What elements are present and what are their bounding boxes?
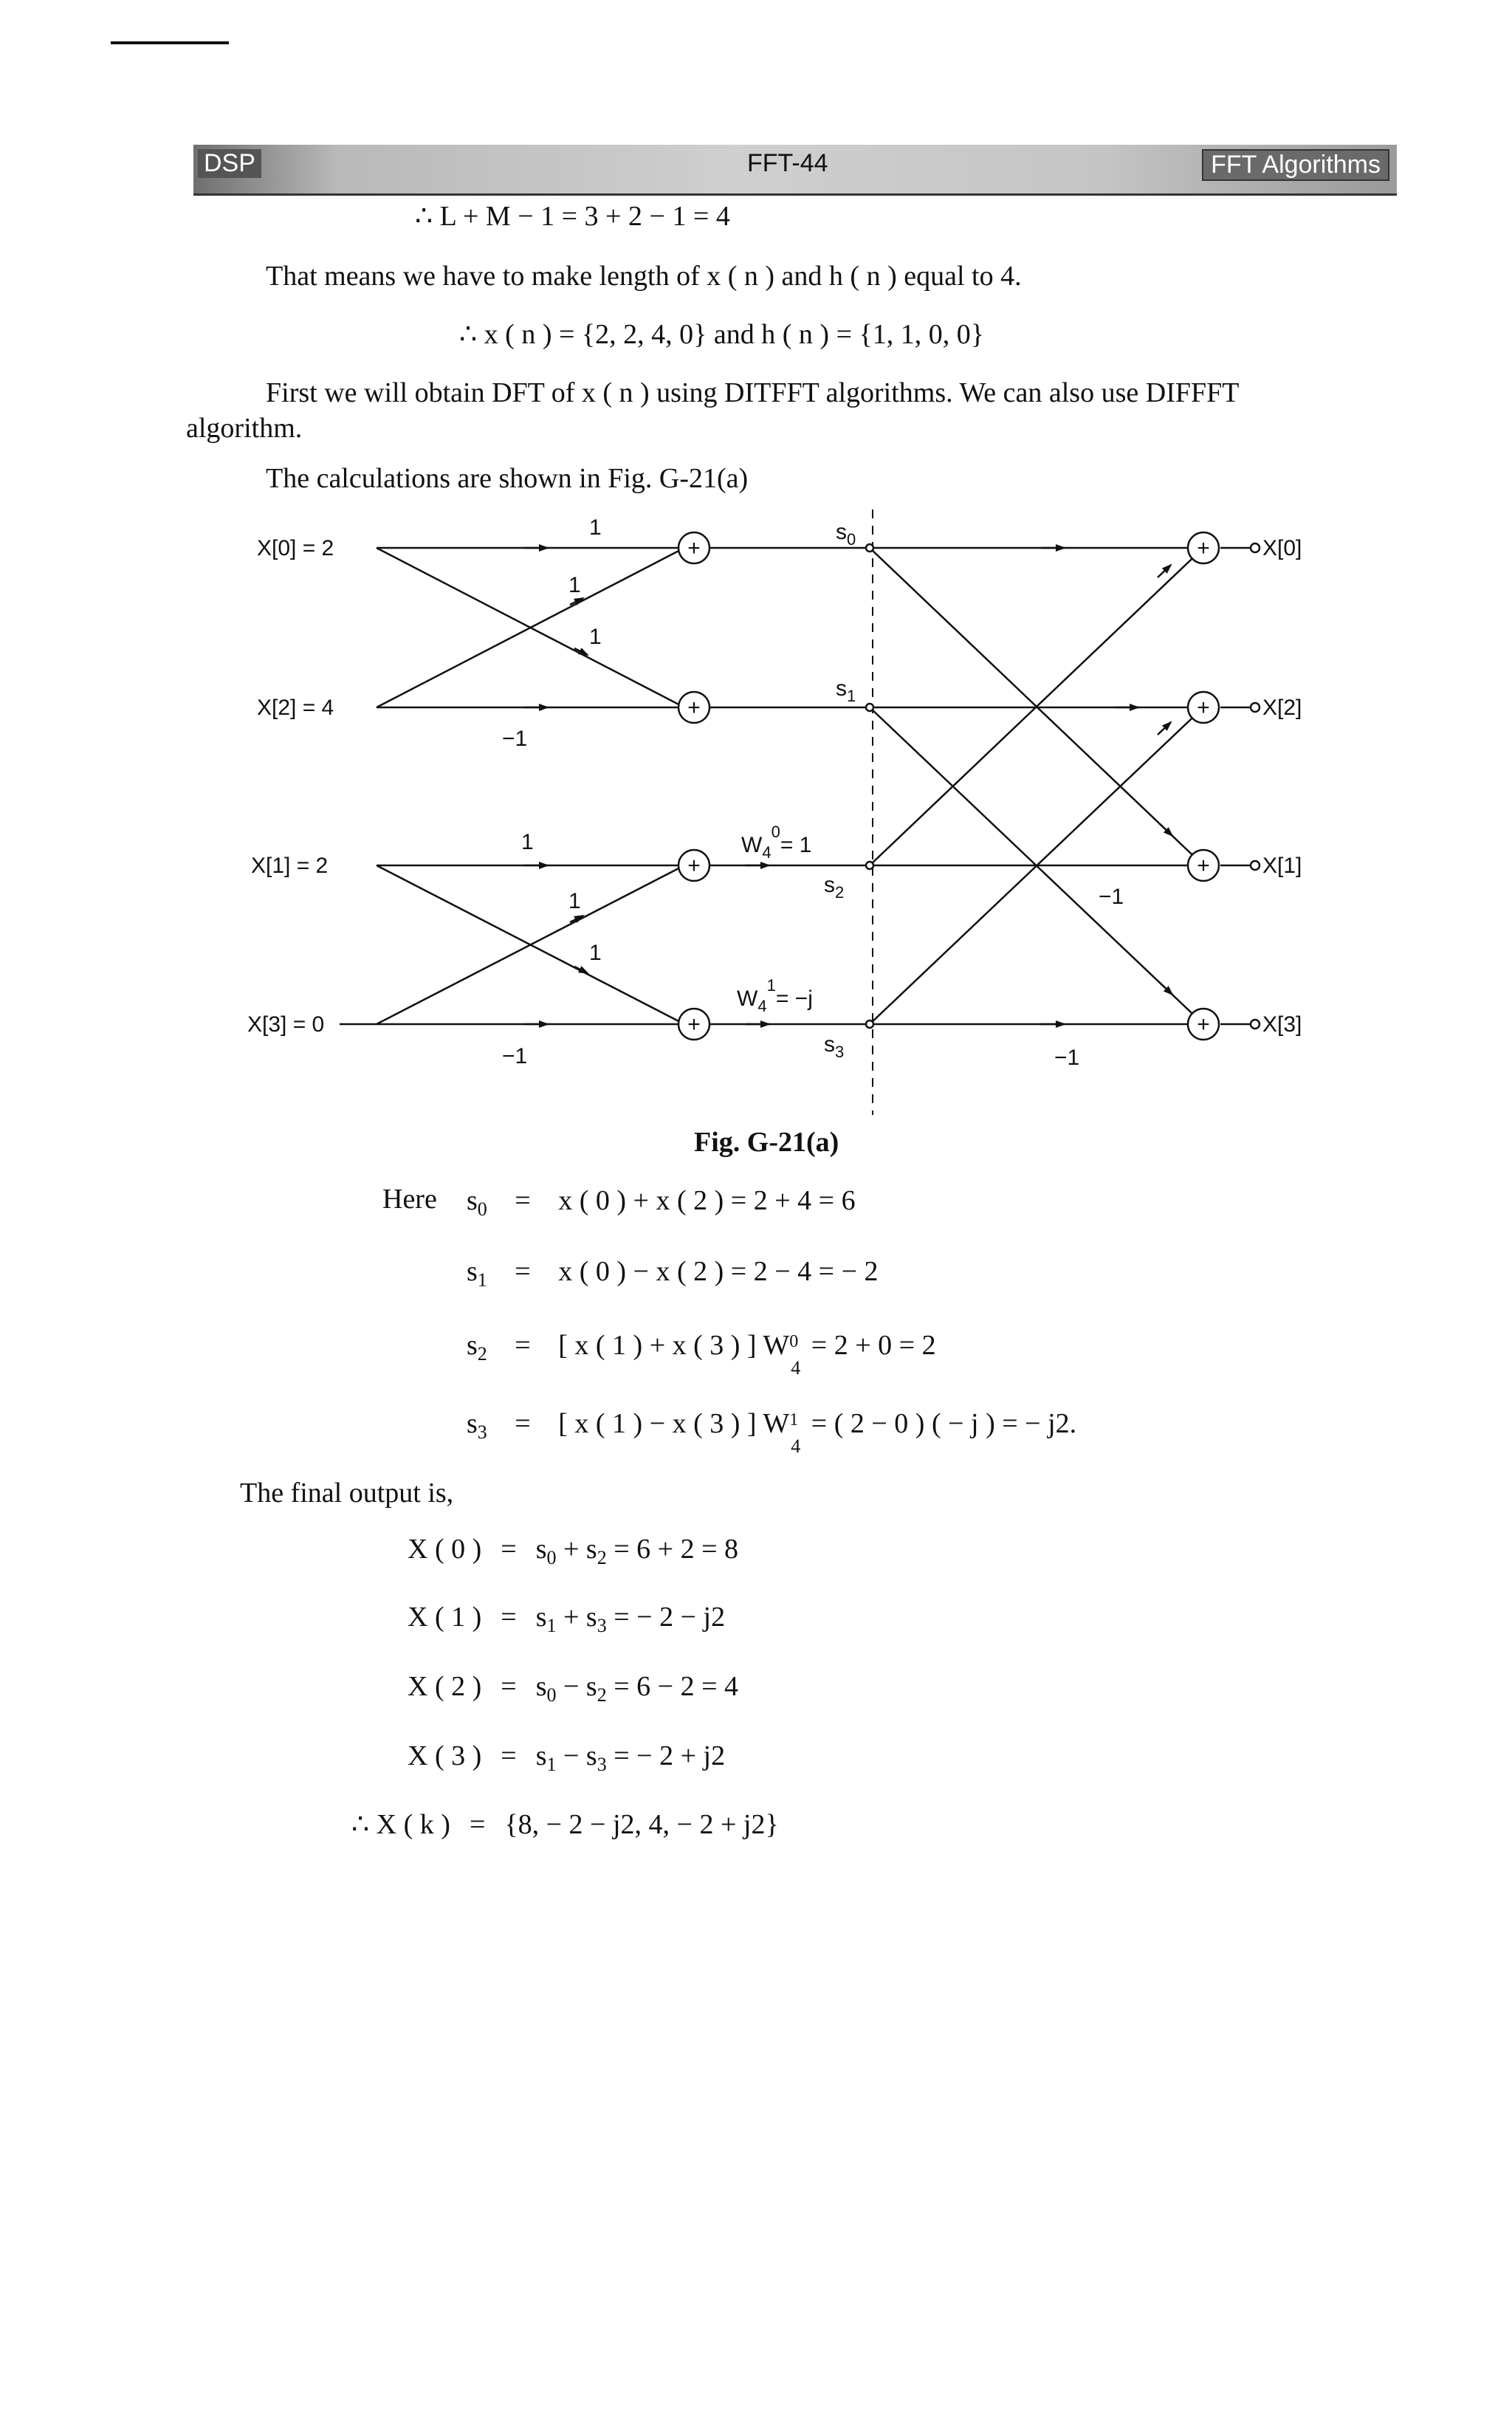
- output-label: X[3]: [1262, 1012, 1302, 1037]
- input-label: X[1] = 2: [251, 854, 329, 878]
- node-label-s0: $s_0$: [836, 520, 856, 549]
- gain-label: 1: [521, 830, 534, 854]
- butterfly-diagram: [244, 509, 1336, 1145]
- eq-X0: X ( 0 ) = $s_0 + s_2 = 6 + 2 = 8$: [408, 1534, 739, 1568]
- gain-label: −1: [502, 727, 528, 751]
- header-page-code: FFT-44: [747, 149, 828, 177]
- plus-label: +: [687, 1012, 701, 1037]
- paragraph-dft-line2: algorithm.: [186, 413, 303, 444]
- gain-label: 1: [589, 941, 602, 965]
- input-label: X[2] = 4: [257, 696, 334, 720]
- eq-s3: $s_3$ = [ x ( 1 ) − x ( 3 ) ] W 1 4 = ( 2 − 0 ) ( − j ) = − j2.: [467, 1408, 1077, 1457]
- output-label: X[1]: [1262, 854, 1302, 878]
- plus-label: +: [687, 854, 701, 878]
- eq-X2: X ( 2 ) = $s_0 - s_2 = 6 - 2 = 4$: [408, 1671, 739, 1706]
- gain-label: 1: [568, 889, 581, 913]
- gain-label: 1: [589, 625, 602, 649]
- plus-label: +: [687, 696, 701, 720]
- eq-s2: $s_2$ = [ x ( 1 ) + x ( 3 ) ] W 0 4 = 2 + 0 = 2: [467, 1330, 936, 1379]
- top-rule: [111, 41, 229, 44]
- eq-s1: $s_1 = x$ ( 0 ) − x ( 2 ) = 2 − 4 = − 2: [467, 1256, 879, 1291]
- gain-label: −1: [1099, 885, 1124, 909]
- twiddle-top: $W_4^0= 1$: [741, 823, 812, 862]
- paragraph-dft-line1: First we will obtain DFT of x ( n ) using DITFFT algorithms. We can also use DIFFFT: [266, 377, 1240, 408]
- eq-X1: X ( 1 ) = $s_1 + s_3$ = − 2 − j2: [408, 1602, 726, 1636]
- header-section: FFT Algorithms: [1202, 149, 1389, 181]
- eq-X3: X ( 3 ) = $s_1 - s_3$ = − 2 + j2: [408, 1740, 726, 1775]
- page-header: [193, 145, 1397, 196]
- node-label-s2: $s_2$: [824, 873, 845, 902]
- eq-s0: $s_0 = x$ ( 0 ) + x ( 2 ) = 2 + 4 = 6: [467, 1185, 856, 1220]
- plus-label: +: [1197, 696, 1210, 720]
- paragraph-final-output: The final output is,: [240, 1478, 454, 1509]
- paragraph-length: That means we have to make length of x ( n ) and h ( n ) equal to 4.: [266, 261, 1022, 292]
- twiddle-bottom: $W_4^1= -j$: [737, 976, 813, 1015]
- figure-caption: Fig. G-21(a): [694, 1127, 839, 1158]
- gain-label: −1: [502, 1044, 528, 1068]
- input-label: X[3] = 0: [247, 1012, 325, 1037]
- header-book-tag: DSP: [198, 149, 261, 178]
- output-label: X[2]: [1262, 696, 1302, 720]
- eq-sequences: ∴ x ( n ) = {2, 2, 4, 0} and h ( n ) = {1, 1, 0, 0}: [459, 319, 984, 350]
- eq-Xk-result: ∴ X ( k ) = {8, − 2 − j2, 4, − 2 + j2}: [351, 1809, 779, 1840]
- output-label: X[0]: [1262, 536, 1302, 560]
- paragraph-calculations: The calculations are shown in Fig. G-21(a): [266, 463, 749, 494]
- node-label-s1: $s_1$: [836, 676, 856, 705]
- plus-label: +: [1197, 536, 1210, 560]
- node-label-s3: $s_3$: [824, 1032, 845, 1061]
- eq-length: ∴ L + M − 1 = 3 + 2 − 1 = 4: [415, 201, 730, 232]
- gain-label: −1: [1054, 1046, 1080, 1070]
- plus-label: +: [687, 536, 701, 560]
- plus-label: +: [1197, 1012, 1210, 1037]
- label-here: Here: [382, 1184, 437, 1215]
- plus-label: +: [1197, 854, 1210, 878]
- gain-label: 1: [568, 573, 581, 597]
- input-label: X[0] = 2: [257, 536, 334, 560]
- gain-label: 1: [589, 515, 602, 540]
